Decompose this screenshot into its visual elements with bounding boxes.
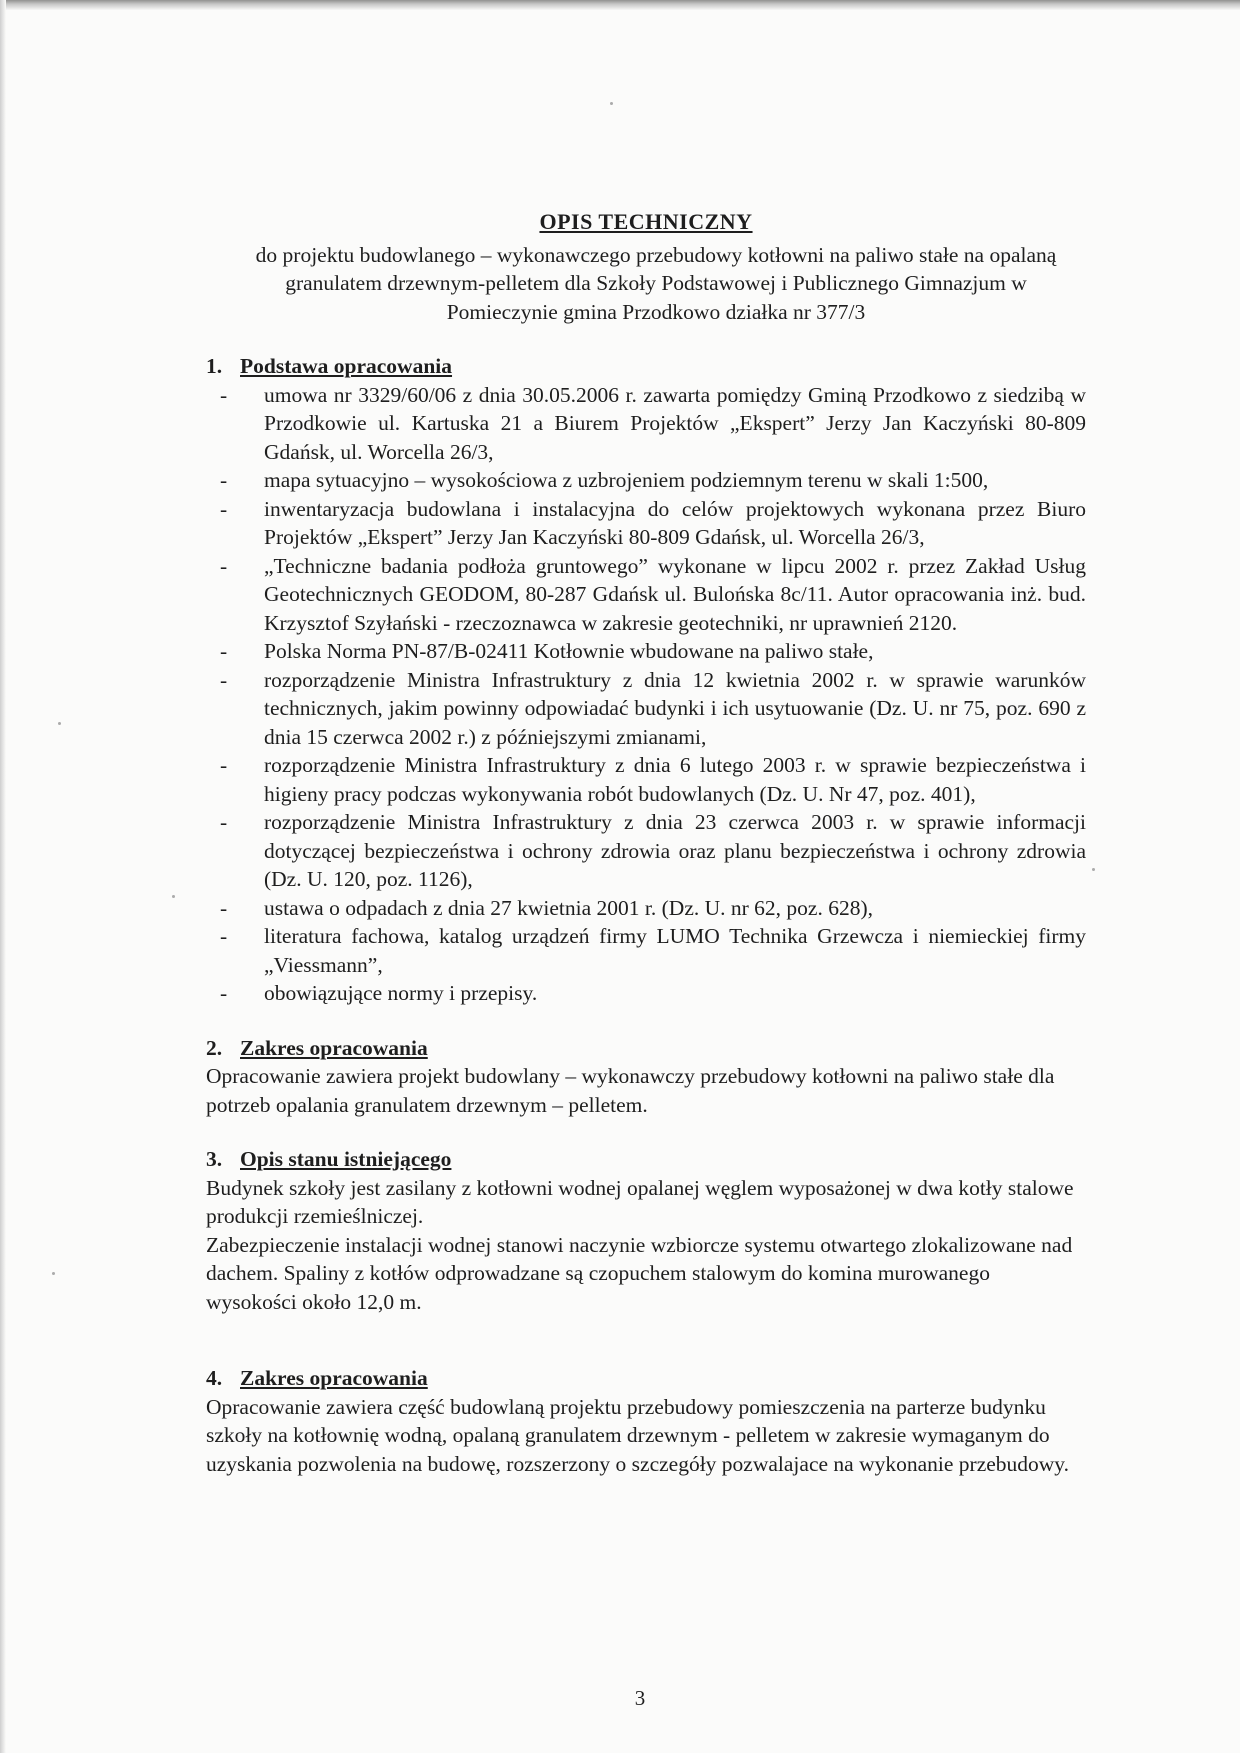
section-heading xyxy=(206,352,1086,381)
page-number: 3 xyxy=(634,1686,646,1710)
scan-left-edge xyxy=(0,0,6,1753)
paragraph: Opracowanie zawiera część budowlaną projektu przebudowy pomieszczenia na parterze budynku szkoły na kotłownię wodną, opalaną granulatem drzewnym - pelletem w zakresie wymaganym do uzyskania pozwolenia na budowę, rozszerzony o szczegóły pozwalajace na wykonanie przebudowy. xyxy=(206,1394,1070,1476)
scan-speck xyxy=(172,895,175,898)
list-item: - mapa sytuacyjno – wysokościowa z uzbrojeniem podziemnym terenu w skali 1:500, xyxy=(206,466,1086,495)
list-item: - obowiązujące normy i przepisy. xyxy=(206,979,1086,1008)
list-item: - „Techniczne badania podłoża gruntowego” wykonane w lipcu 2002 r. przez Zakład Usług Geotechnicznych GEODOM, 80-287 Gdańsk ul. Bulońska 8c/11. Autor opracowania inż. bud. Krzysztof Szyłański - rzeczoznawca w zakresie geotechniki, nr uprawnień 2120. xyxy=(206,552,1086,638)
scan-speck xyxy=(1092,868,1095,871)
scan-speck xyxy=(58,722,61,725)
section-heading xyxy=(206,1034,1086,1063)
scan-speck xyxy=(610,102,613,105)
list-item: - umowa nr 3329/60/06 z dnia 30.05.2006 r. zawarta pomiędzy Gminą Przodkowo z siedzibą w Przodkowie ul. Kartuska 21 a Biurem Projektów „Ekspert” Jerzy Jan Kaczyński 80-809 Gdańsk, ul. Worcella 26/3, xyxy=(206,381,1086,467)
document-body xyxy=(206,208,1086,1478)
document-title: OPIS TECHNICZNY xyxy=(539,209,753,234)
basis-list xyxy=(206,381,1086,1008)
list-item: - literatura fachowa, katalog urządzeń firmy LUMO Technika Grzewcza i niemieckiej firmy „Viessmann”, xyxy=(206,922,1086,979)
section-title: Opis stanu istniejącego xyxy=(240,1147,452,1171)
section-number: 4. xyxy=(206,1366,223,1390)
scan-top-edge xyxy=(0,0,1240,10)
list-item: - rozporządzenie Ministra Infrastruktury z dnia 6 lutego 2003 r. w sprawie bezpieczeństwa i higieny pracy podczas wykonywania robót budowlanych (Dz. U. Nr 47, poz. 401), xyxy=(206,751,1086,808)
paragraph: Opracowanie zawiera projekt budowlany – wykonawczy przebudowy kotłowni na paliwo stałe dla potrzeb opalania granulatem drzewnym – pelletem. xyxy=(206,1064,1055,1117)
section-number: 1. xyxy=(206,354,223,378)
scan-speck xyxy=(52,1272,55,1275)
list-item: - rozporządzenie Ministra Infrastruktury z dnia 23 czerwca 2003 r. w sprawie informacji dotyczącej bezpieczeństwa i ochrony zdrowia oraz planu bezpieczeństwa i ochrony zdrowia (Dz. U. 120, poz. 1126), xyxy=(206,808,1086,894)
section-title: Podstawa opracowania xyxy=(240,354,453,378)
section-title: Zakres opracowania xyxy=(240,1035,428,1060)
paragraph: Zabezpieczenie instalacji wodnej stanowi naczynie wzbiorcze systemu otwartego zlokalizowane nad dachem. Spaliny z kotłów odprowadzane są czopuchem stalowym do komina murowanego wysokości około 12,0 m. xyxy=(206,1232,1073,1314)
section-number: 2. xyxy=(206,1035,223,1060)
paragraph: Budynek szkoły jest zasilany z kotłowni wodnej opalanej węglem wyposażonej w dwa kotły stalowe produkcji rzemieślniczej. xyxy=(206,1175,1074,1228)
list-item: - rozporządzenie Ministra Infrastruktury z dnia 12 kwietnia 2002 r. w sprawie warunków technicznych, jakim powinny odpowiadać budynki i ich usytuowanie (Dz. U. nr 75, poz. 690 z dnia 15 czerwca 2002 r.) z późniejszymi zmianami, xyxy=(206,666,1086,752)
list-item: - ustawa o odpadach z dnia 27 kwietnia 2001 r. (Dz. U. nr 62, poz. 628), xyxy=(206,894,1086,923)
list-item: - Polska Norma PN-87/B-02411 Kotłownie wbudowane na paliwo stałe, xyxy=(206,637,1086,666)
section-title: Zakres opracowania xyxy=(240,1366,428,1390)
list-item: - inwentaryzacja budowlana i instalacyjna do celów projektowych wykonana przez Biuro Projektów „Ekspert” Jerzy Jan Kaczyński 80-809 Gdańsk, ul. Worcella 26/3, xyxy=(206,495,1086,552)
section-number: 3. xyxy=(206,1147,223,1171)
section-heading xyxy=(206,1145,1086,1174)
section-heading xyxy=(206,1364,1086,1393)
document-subtitle: do projektu budowlanego – wykonawczego przebudowy kotłowni na paliwo stałe na opalaną granulatem drzewnym-pelletem dla Szkoły Podstawowej i Publicznego Gimnazjum w Pomieczynie gmina Przodkowo działka nr 377/3 xyxy=(255,242,1057,324)
